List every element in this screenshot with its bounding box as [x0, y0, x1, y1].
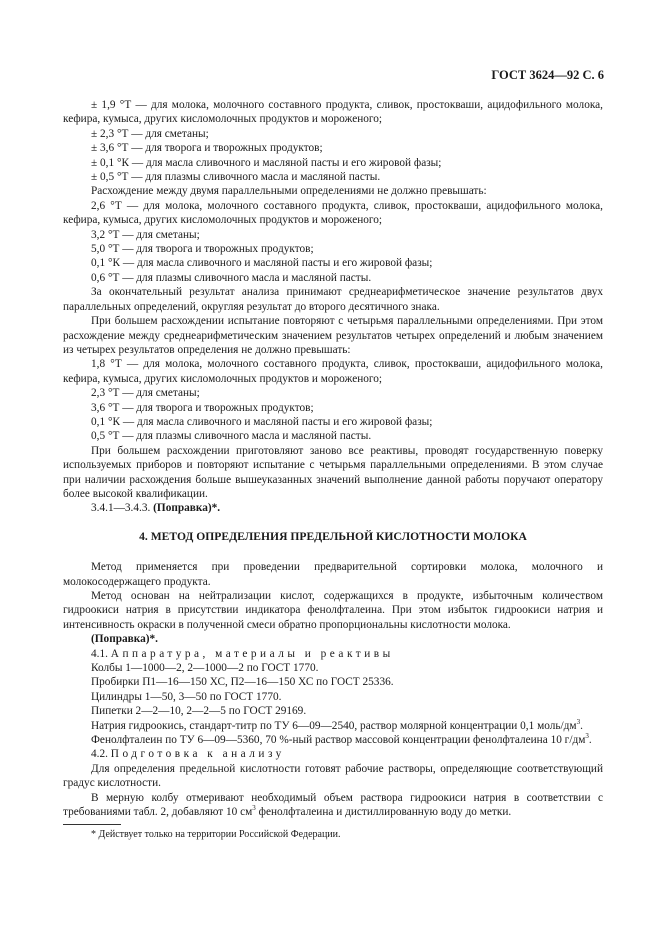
paragraph: Метод основан на нейтрализации кислот, содержащихся в продукте, избыточным количеством гидроокиси натрия в присутствии индикатора фенолфталеина. При этом избыток гидроокиси натрия и интенсивность окраски в полученной смеси обратно пропорциональны кислотности молока.	[63, 590, 603, 631]
amendment-note	[63, 501, 603, 515]
paragraph: Метод применяется при проведении предварительной сортировки молока, молочного и молокосодержащего продукта.	[63, 561, 603, 588]
paragraph: Расхождение между двумя параллельными определениями не должно превышать:	[91, 185, 487, 198]
repeatability-section	[63, 98, 603, 501]
amendment-label: (Поправка)*.	[153, 502, 221, 515]
paragraph: 0,1 °К — для масла сливочного и масляной пасты и его жировой фазы;	[91, 415, 433, 428]
paragraph: 0,1 °К — для масла сливочного и масляной пасты и его жировой фазы;	[91, 257, 433, 270]
paragraph: 1,8 °Т — для молока, молочного составного продукта, сливок, простокваши, ацидофильного молока, кефира, кумыса, других кисломолочных продуктов и мороженого;	[63, 358, 603, 385]
paragraph: 0,6 °Т — для плазмы сливочного масла и масляной пасты.	[91, 271, 372, 284]
reagent-naoh: Натрия гидроокись, стандарт-титр по ТУ 6—09—2540, раствор молярной концентрации 0,1 моль/$дм^3$.	[91, 717, 583, 732]
prep-paragraph-1: Для определения предельной кислотности готовят рабочие растворы, определяющие соответствующий градус кислотности.	[63, 762, 603, 790]
paragraph: При большем расхождении приготовляют заново все реактивы, проводят государственную поверку используемых приборов и повторяют испытание с четырьмя параллельными определениями. В этом случае при наличии расхождения больше вышеуказанных значений выполнение данной работы поручают оператору более высокой квалификации.	[63, 444, 603, 500]
paragraph: При большем расхождении испытание повторяют с четырьмя параллельными определениями. При этом расхождение между среднеарифметическим значением результатов четырех определений и любым значением из четырех результатов определения не должно превышать:	[63, 315, 603, 356]
subsection-title-2: Подготовка к анализу	[110, 748, 285, 761]
paragraph: 3,6 °Т — для творога и творожных продуктов;	[91, 401, 314, 414]
prep-paragraph-2: В мерную колбу отмеривают необходимый объем раствора гидроокиси натрия в соответствии с требованиями табл. 2, добавляют 10 $см^3$ фенолфталеина и дистиллированную воду до метки.	[63, 791, 603, 819]
amendment-label-2: (Поправка)*.	[91, 633, 158, 646]
section-title: 4. МЕТОД ОПРЕДЕЛЕНИЯ ПРЕДЕЛЬНОЙ КИСЛОТНОСТИ МОЛОКА	[139, 529, 527, 543]
paragraph: 2,3 °Т — для сметаны;	[91, 387, 200, 400]
paragraph: 2,6 °Т — для молока, молочного составного продукта, сливок, простокваши, ацидофильного молока, кефира, кумыса, других кисломолочных продуктов и мороженого;	[63, 199, 603, 227]
paragraph: ± 1,9 °Т — для молока, молочного составного продукта, сливок, простокваши, ацидофильного молока, кефира, кумыса, других кисломолочных продуктов и мороженого;	[63, 99, 603, 126]
equipment-list	[63, 661, 603, 719]
paragraph: ± 2,3 °Т — для сметаны;	[91, 127, 209, 140]
paragraph: ± 0,5 °Т — для плазмы сливочного масла и масляной пасты.	[91, 171, 381, 184]
footnote: * Действует только на территории Российской Федерации.	[91, 829, 341, 840]
footnote-divider	[63, 824, 121, 825]
equipment-item: Пробирки П1—16—150 ХС, П2—16—150 ХС по ГОСТ 25336.	[91, 676, 394, 689]
amendment-note-2	[63, 632, 603, 646]
reagent-phenolphthalein: Фенолфталеин по ТУ 6—09—5360, 70 %-ный раствор массовой концентрации фенолфталеина 10 $г/дм^3$.	[91, 732, 592, 747]
paragraph: ± 3,6 °Т — для творога и творожных продуктов;	[91, 142, 323, 155]
paragraph: ± 0,1 °К — для масла сливочного и масляной пасты и его жировой фазы;	[91, 156, 442, 169]
paragraph: 5,0 °Т — для творога и творожных продуктов;	[91, 243, 314, 256]
subsection-title: Аппаратура, материалы и реактивы	[110, 647, 394, 660]
method-description	[63, 560, 603, 632]
paragraph: 3,2 °Т — для сметаны;	[91, 228, 200, 241]
subsection-4-2: 4.2. Подготовка к анализу	[91, 748, 285, 761]
amendment-ref: 3.4.1—3.4.3.	[91, 502, 154, 515]
paragraph: За окончательный результат анализа принимают среднеарифметическое значение результатов двух параллельных определений, округляя результат до второго десятичного знака.	[63, 286, 603, 313]
equipment-item: Цилиндры 1—50, 3—50 по ГОСТ 1770.	[91, 690, 282, 703]
page-header: ГОСТ 3624—92 С. 6	[491, 68, 604, 82]
document-body	[63, 98, 603, 820]
equipment-item: Пипетки 2—2—10, 2—2—5 по ГОСТ 29169.	[91, 705, 307, 718]
equipment-item: Колбы 1—1000—2, 2—1000—2 по ГОСТ 1770.	[91, 662, 319, 675]
subsection-4-1: 4.1. Аппаратура, материалы и реактивы	[91, 647, 394, 660]
paragraph: 0,5 °Т — для плазмы сливочного масла и масляной пасты.	[91, 430, 372, 443]
